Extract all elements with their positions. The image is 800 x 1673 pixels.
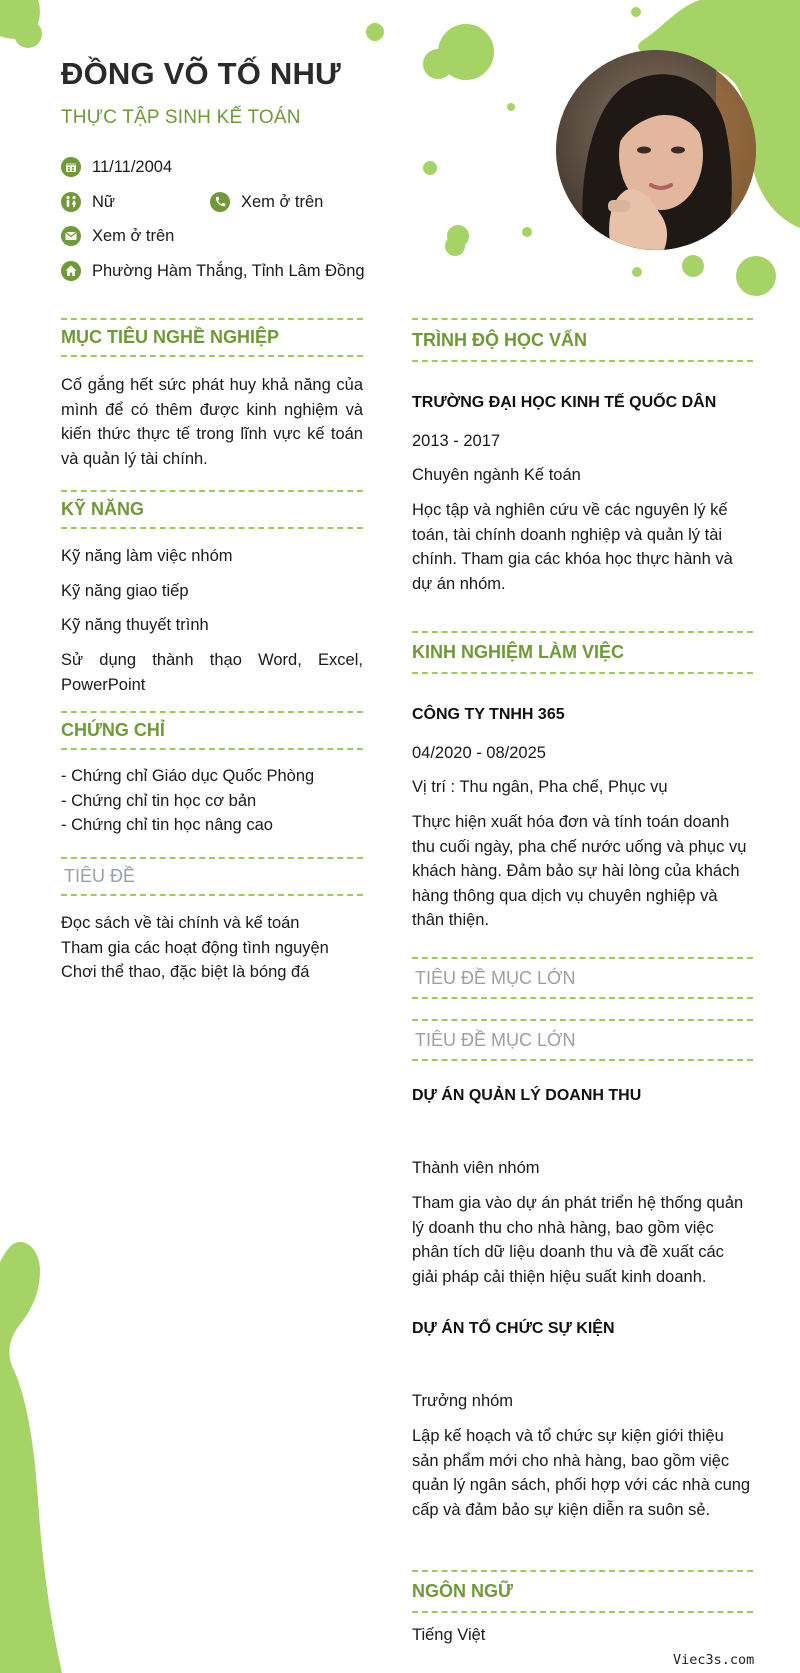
candidate-role: THỰC TẬP SINH KẾ TOÁN [61,107,301,128]
phone-icon [210,192,230,212]
education-description: Học tập và nghiên cứu về các nguyên lý kế toán, tài chính doanh nghiệp và quản lý tài chính. Tham gia các khóa học thực hành và dự án nhóm. [412,501,733,593]
section-title: NGÔN NGỮ [412,1581,513,1601]
experience-position: Vị trí : Thu ngân, Pha chế, Phục vụ [412,778,668,796]
email-value: Xem ở trên [92,226,175,245]
school-name: TRƯỜNG ĐẠI HỌC KINH TẾ QUỐC DÂN [412,394,717,411]
section-title: KỸ NĂNG [61,499,145,519]
gender-value: Nữ [92,192,115,211]
skill-item: Kỹ năng làm việc nhóm [61,547,233,565]
project-name: DỰ ÁN QUẢN LÝ DOANH THU [412,1087,642,1104]
certificate-item: - Chứng chỉ tin học cơ bản [61,792,257,810]
portrait-image [556,50,756,250]
section-title: KINH NGHIỆM LÀM VIỆC [412,642,625,662]
education-major: Chuyên ngành Kế toán [412,466,581,484]
objective-text: Cố gắng hết sức phát huy khả năng của mình để có thêm được kinh nghiệm và kiến thức thực tế trong lĩnh vực kế toán và quản lý tài chính. [61,376,363,468]
project-name: DỰ ÁN TỔ CHỨC SỰ KIỆN [412,1320,615,1337]
section-title: TIÊU ĐỀ MỤC LỚN [415,967,576,988]
home-icon [61,261,81,281]
calendar-icon [61,157,81,177]
experience-period: 04/2020 - 08/2025 [412,744,546,762]
watermark: Viec3s.com [673,1652,755,1668]
skill-item: Kỹ năng giao tiếp [61,582,189,600]
section-languages-header [412,1570,753,1613]
section-skills-header [61,490,363,529]
address-row [61,261,365,281]
project-role: Thành viên nhóm [412,1159,540,1177]
certificate-item: - Chứng chỉ tin học nâng cao [61,816,273,834]
profile-photo [556,50,756,250]
hobby-item: Đọc sách về tài chính và kế toán [61,914,300,932]
section-title: CHỨNG CHỈ [61,720,165,740]
certificate-item: - Chứng chỉ Giáo dục Quốc Phòng [61,767,315,785]
gender-icon [61,192,81,212]
section-certificates-header [61,711,363,750]
hobby-item: Tham gia các hoạt động tình nguyện [61,939,329,957]
section-title: MỤC TIÊU NGHỀ NGHIỆP [61,327,280,347]
section-objective-header [61,318,363,357]
section-title: TIÊU ĐỀ MỤC LỚN [415,1029,576,1050]
address-value: Phường Hàm Thắng, Tỉnh Lâm Đồng [92,261,365,280]
email-row [61,226,174,246]
project-description: Lập kế hoạch và tổ chức sự kiện giới thiệu sản phẩm mới cho nhà hàng, bao gồm việc quản lý ngân sách, phối hợp với các nhà cung cấp và đảm bảo sự kiện diễn ra suôn sẻ. [412,1427,751,1519]
experience-description: Thực hiện xuất hóa đơn và tính toán doanh thu cuối ngày, pha chế nước uống và phục vụ khách hàng. Đảm bảo sự hài lòng của khách hàng thông qua dịch vụ chuyên nghiệp và thân thiện. [412,813,747,929]
section-title: TRÌNH ĐỘ HỌC VẤN [412,329,587,350]
section-experience-header [412,631,753,674]
birthday-row [61,157,172,177]
company-name: CÔNG TY TNHH 365 [412,706,565,723]
bottom-left-blob [0,1242,62,1673]
project-role: Trưởng nhóm [412,1392,514,1410]
project-description: Tham gia vào dự án phát triển hệ thống quản lý doanh thu cho nhà hàng, bao gồm việc phân tích dữ liệu doanh thu và đề xuất các giải pháp cải thiện hiệu suất kinh doanh. [412,1194,744,1286]
skill-item: Sử dụng thành thạo Word, Excel, PowerPoint [61,651,363,694]
candidate-name: ĐỒNG VÕ TỐ NHƯ [61,56,341,91]
section-education-header [412,318,753,362]
phone-row [210,192,323,212]
section-title: TIÊU ĐỀ [64,866,136,886]
email-icon [61,226,81,246]
education-period: 2013 - 2017 [412,432,501,450]
birthday-value: 11/11/2004 [92,157,173,176]
hobby-item: Chơi thể thao, đặc biệt là bóng đá [61,963,310,981]
phone-value: Xem ở trên [241,192,324,211]
section-hobbies-header [61,857,363,896]
section-placeholder-header [412,957,753,999]
language-item: Tiếng Việt [412,1626,486,1644]
skill-item: Kỹ năng thuyết trình [61,616,209,634]
section-projects-header [412,1019,753,1061]
gender-row [61,192,115,212]
